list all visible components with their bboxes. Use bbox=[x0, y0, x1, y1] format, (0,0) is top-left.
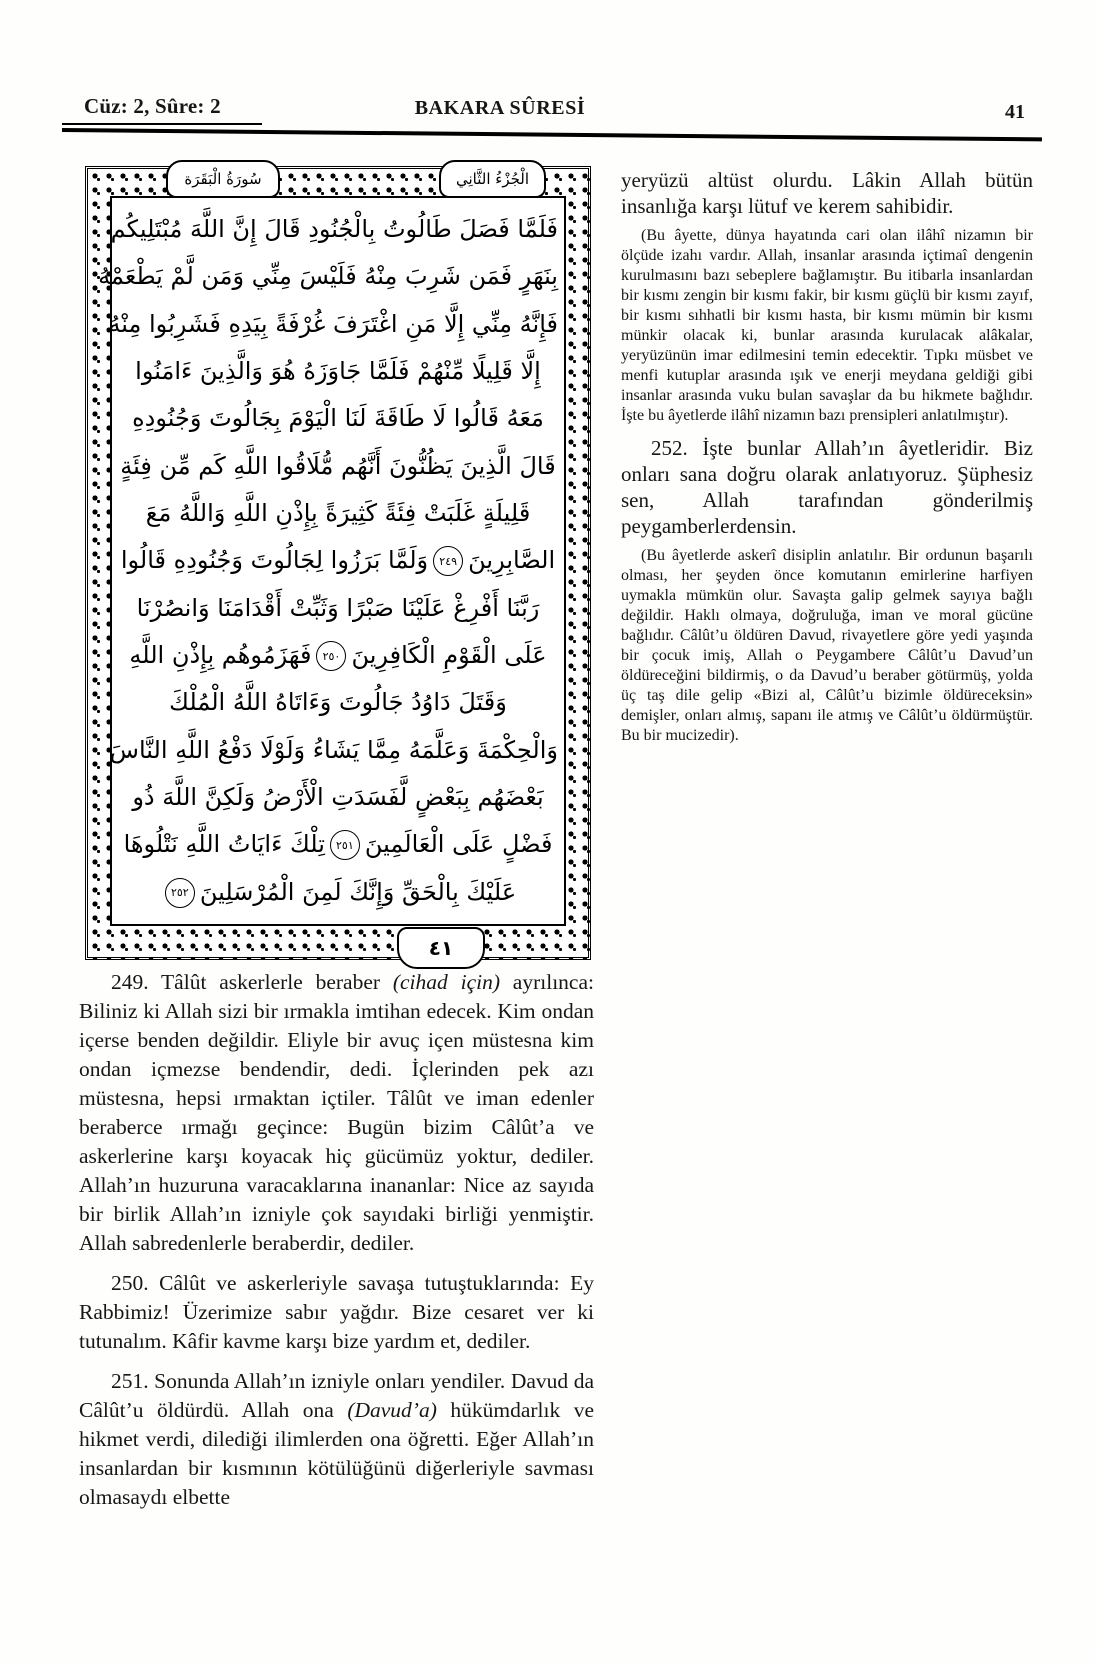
text-segment: 249. Tâlût askerlerle beraber bbox=[111, 970, 393, 994]
text-segment: فَضْلٍ عَلَى الْعَالَمِينَ bbox=[364, 830, 553, 859]
text-segment: (Davud’a) bbox=[347, 1398, 437, 1422]
header-rule-left-segment bbox=[62, 123, 262, 125]
text-segment: بِنَهَرٍ فَمَن شَرِبَ مِنْهُ فَلَيْسَ مِنِّي وَمَن لَّمْ يَطْعَمْهُ bbox=[98, 262, 558, 291]
arabic-line bbox=[118, 538, 558, 583]
text-segment: قَالَ الَّذِينَ يَظُنُّونَ أَنَّهُم مُّلَاقُوا اللَّهِ كَم مِّن فِئَةٍ bbox=[120, 451, 556, 480]
arabic-line bbox=[118, 586, 558, 631]
arabic-line bbox=[118, 444, 558, 489]
arabic-line bbox=[118, 870, 558, 915]
plate-page-number-text: ٤١ bbox=[428, 936, 454, 960]
text-segment: ayrılınca: Biliniz ki Allah sizi bir ırmakla imtihan edecek. Kim ondan içerse benden değildir. Eliyle bir avuç içen müstesna kim ondan içmezse bendendir, dedi. İçlerinden pek azı müstesna, hepsi ırmaktan içtiler. Tâlût ve iman edenler beraberce ırmağı geçince: Bugün bizim Câlût’a ve askerlerine karşı koyacak hiç gücümüz yoktur, dediler. Allah’ın huzuruna varacaklarına inananlar: Nice az sayıda bir birlik Allah’ın izniyle çok sayıdaki birliği yenmiştir. Allah sabredenlerle beraberdir, dediler. bbox=[79, 970, 594, 1255]
text-segment: إِلَّا قَلِيلًا مِّنْهُمْ فَلَمَّا جَاوَزَهُ هُوَ وَالَّذِينَ ءَامَنُوا bbox=[135, 357, 541, 386]
text-segment: تِلْكَ ءَايَاتُ اللَّهِ نَتْلُوهَا bbox=[123, 830, 325, 859]
text-segment: عَلَيْكَ بِالْحَقِّ وَإِنَّكَ لَمِنَ الْمُرْسَلِينَ bbox=[199, 877, 517, 906]
text-segment: بَعْضَهُم بِبَعْضٍ لَّفَسَدَتِ الْأَرْضُ وَلَكِنَّ اللَّهَ ذُو bbox=[132, 783, 544, 812]
arabic-line bbox=[110, 207, 558, 252]
arabic-line bbox=[118, 775, 558, 820]
translation-bottom-column bbox=[79, 968, 594, 1523]
arabic-line bbox=[118, 822, 558, 867]
text-segment: رَبَّنَا أَفْرِغْ عَلَيْنَا صَبْرًا وَثَبِّتْ أَقْدَامَنَا وَانصُرْنَا bbox=[136, 593, 540, 622]
verse-number-badge: ٢٤٩ bbox=[433, 546, 463, 576]
text-segment: hükümdarlık ve hikmet verdi, dilediği ilimlerden ona öğretti. Eğer Allah’ın insanlardan bir kısmının kötülüğünü diğerleriyle savması olmasaydı elbette bbox=[79, 1398, 595, 1509]
commentary-paragraph: (Bu âyette, dünya hayatında cari olan ilâhî nizamın bir ölçüde izahı vardır. Allah, insanlar arasında içtimaî dengenin kurulmasını bazı sebeplere bağlamıştır. Bu itibarla insanlardan bir kısmı zengin bir kısmı fakir, bir kısmı güçlü bir kısmı zayıf, bir kısmı sıhhatli bir kısmı hasta, bir kısmı mümin bir kısmı münkir olacak ki, bunlar arasında kurulacak alâkalar, yeryüzünün imar edilmesini temin edecektir. Tıpkı müsbet ve menfi kutuplar arasında ışık ve enerji meydana geldiği gibi insanlar arasında vuku bulan savaşlar da bu hikmete bağlıdır. İşte bu âyetlerde ilâhî nizamın bazı prensipleri anlatılmıştır). bbox=[621, 227, 1033, 424]
verse-number-badge: ٢٥١ bbox=[330, 830, 360, 860]
juz-name-cartouche bbox=[439, 160, 546, 198]
arabic-text-area bbox=[98, 196, 566, 926]
juz-sure-label: Cüz: 2, Sûre: 2 bbox=[84, 94, 221, 118]
sura-name-cartouche bbox=[166, 160, 280, 198]
arabic-line bbox=[118, 396, 558, 441]
arabic-line bbox=[118, 633, 558, 678]
arabic-line bbox=[98, 254, 558, 299]
page-number: 41 bbox=[1005, 101, 1025, 123]
arabic-line bbox=[109, 728, 558, 773]
juz-name-text: الْجُزْءُ الثَّانِي bbox=[455, 170, 530, 188]
header-rule bbox=[62, 128, 1042, 141]
translation-paragraph: 252. İşte bunlar Allah’ın âyetleridir. Biz onları sana doğru olarak anlatıyoruz. Şüphesiz sen, Allah tarafından gönderilmiş peygamberlerdensin. bbox=[621, 436, 1033, 538]
text-segment: فَإِنَّهُ مِنِّي إِلَّا مَنِ اغْتَرَفَ غُرْفَةً بِيَدِهِ فَشَرِبُوا مِنْهُ bbox=[108, 309, 558, 338]
quran-calligraphy-plate bbox=[85, 166, 591, 960]
text-segment: (cihad için) bbox=[392, 970, 500, 994]
text-segment: فَلَمَّا فَصَلَ طَالُوتُ بِالْجُنُودِ قَالَ إِنَّ اللَّهَ مُبْتَلِيكُم bbox=[110, 215, 558, 244]
verse-number-badge: ٢٥٢ bbox=[165, 878, 195, 908]
text-segment: 250. Câlût ve askerleriyle savaşa tutuştuklarında: Ey Rabbimiz! Üzerimize sabır yağdır. Bize cesaret ver ki tutunalım. Kâfir kavme karşı bize yardım et, dediler. bbox=[79, 1271, 594, 1353]
text-segment: فَهَزَمُوهُم بِإِذْنِ اللَّهِ bbox=[129, 641, 312, 670]
text-segment: وَقَتَلَ دَاوُدُ جَالُوتَ وَءَاتَاهُ اللَّهُ الْمُلْكَ bbox=[169, 688, 507, 717]
translation-column bbox=[621, 167, 1033, 755]
sura-name-text: سُورَةُ الْبَقَرَة bbox=[184, 170, 262, 188]
translation-paragraph: yeryüzü altüst olurdu. Lâkin Allah bütün insanlığa karşı lütuf ve kerem sahibidir. bbox=[621, 168, 1033, 218]
verse-number-badge: ٢٥٠ bbox=[316, 641, 346, 671]
arabic-line bbox=[108, 302, 558, 347]
text-segment: عَلَى الْقَوْمِ الْكَافِرِينَ bbox=[351, 641, 547, 670]
plate-page-number-cartouche bbox=[397, 927, 485, 969]
text-segment: وَالْحِكْمَةَ وَعَلَّمَهُ مِمَّا يَشَاءُ وَلَوْلَا دَفْعُ اللَّهِ النَّاسَ bbox=[109, 735, 558, 764]
sure-title: BAKARA SÛRESİ bbox=[414, 97, 586, 119]
verse-translation-paragraph bbox=[79, 1269, 594, 1356]
arabic-line bbox=[118, 349, 558, 394]
text-segment: قَلِيلَةٍ غَلَبَتْ فِئَةً كَثِيرَةً بِإِذْنِ اللَّهِ وَاللَّهُ مَعَ bbox=[145, 499, 531, 528]
text-segment: الصَّابِرِينَ bbox=[468, 546, 556, 575]
text-segment: مَعَهُ قَالُوا لَا طَاقَةَ لَنَا الْيَوْمَ بِجَالُوتَ وَجُنُودِهِ bbox=[132, 404, 544, 433]
arabic-line bbox=[118, 680, 558, 725]
text-segment: وَلَمَّا بَرَزُوا لِجَالُوتَ وَجُنُودِهِ قَالُوا bbox=[120, 546, 429, 575]
verse-translation-paragraph bbox=[79, 968, 594, 1258]
verse-translation-paragraph bbox=[79, 1367, 594, 1512]
text-segment: 251. Sonunda Allah’ın izniyle onları yendiler. Davud da Câlût’u öldürdü. Allah ona bbox=[79, 1369, 594, 1422]
arabic-line bbox=[118, 491, 558, 536]
commentary-paragraph: (Bu âyetlerde askerî disiplin anlatılır. Bir ordunun başarılı olması, her şeyden önce komutanın emirlerine harfiyen uymakla mümkün olur. Savaşta galip gelmek sayıya bağlı değildir. Haklı olmaya, doğruluğa, iman ve moral gücüne bağlıdır. Câlût’u öldüren Davud, rivayetlere göre yedi yaşında bir çocuk imiş, Allah o Peygambere Câlût’u Davud’un öldüreceğini bildirmiş, o da Davud’u beraber götürmüş, yolda üç taş dile gelip «Bizi al, Câlût’u bizimle öldüreceksin» demişler, onları almış, sapanı ile atmış ve Câlût’u öldürmüştür. Bu bir mucizedir). bbox=[621, 547, 1033, 744]
